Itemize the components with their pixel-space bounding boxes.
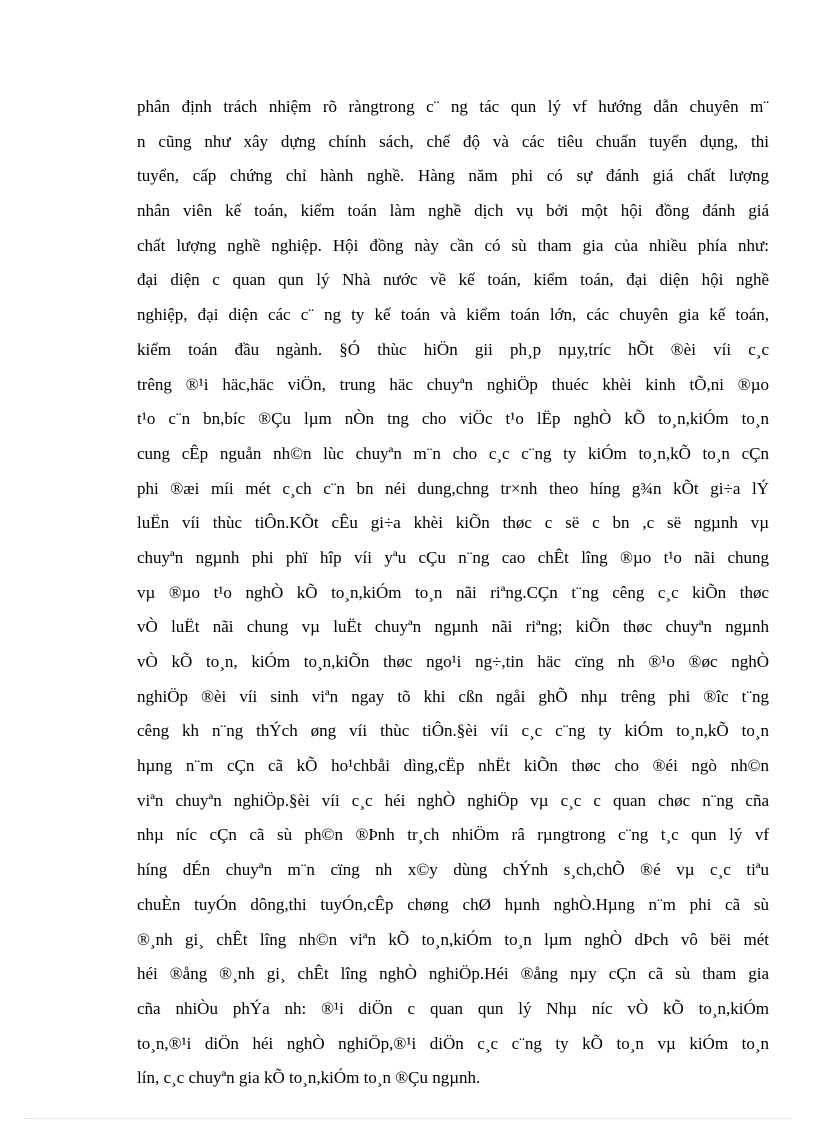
text-line-26: héi ®ång ®¸nh gi¸ chÊt lîng nghÒ nghiÖp.Héi ®ång nµy cÇn cã sù tham gia — [137, 964, 769, 984]
text-line-17: vÒ kÕ to¸n, kiÓm to¸n,kiÕn thøc ngo¹i ng÷,tin häc cïng nh ®¹o ®øc nghÒ — [137, 652, 769, 671]
text-line-29: lín, c¸c chuyªn gia kÕ to¸n,kiÓm to¸n ®Çu ngµnh. — [137, 1068, 481, 1088]
text-line-7: nghiệp, đại diện các c¨ ng ty kế toán và kiểm toán lớn, các chuyên gia kế toán, — [137, 305, 769, 325]
text-line-16: vÒ luËt nãi chung vµ luËt chuyªn ngµnh nãi riªng; kiÕn thøc chuyªn ngµnh — [137, 617, 769, 637]
text-line-25: ®¸nh gi¸ chÊt lîng nh©n viªn kÕ to¸n,kiÓm to¸n lµm nghÒ dÞch vô bëi mét — [137, 929, 769, 949]
text-line-18: nghiÖp ®èi víi sinh viªn ngay tõ khi cßn ngåi ghÕ nhµ trêng phi ®îc t¨ng — [137, 686, 769, 706]
text-line-19: cêng kh n¨ng thÝch øng víi thùc tiÔn.§èi víi c¸c c¨ng ty kiÓm to¸n,kÕ to¸n — [137, 721, 769, 741]
text-line-2: n cũng như xây dựng chính sách, chế độ và các tiêu chuẩn tuyển dụng, thi — [137, 131, 769, 151]
text-line-6: đại diện c quan qun lý Nhà nước về kế toán, kiểm toán, đại diện hội nghề — [137, 270, 769, 290]
text-line-11: cung cÊp nguån nh©n lùc chuyªn m¨n cho c¸c c¨ng ty kiÓm to¸n,kÕ to¸n cÇn — [137, 443, 769, 463]
text-line-10: t¹o c¨n bn,bíc ®Çu lµm nÒn tng cho viÖc t¹o lËp nghÒ kÕ to¸n,kiÓm to¸n — [137, 409, 769, 429]
text-line-15: vµ ®µo t¹o nghÒ kÕ to¸n,kiÓm to¸n nãi riªng.CÇn t¨ng cêng c¸c kiÕn thøc — [137, 582, 769, 602]
text-line-21: viªn chuyªn nghiÖp.§èi víi c¸c héi nghÒ nghiÖp vµ c¸c c quan chøc n¨ng cña — [137, 790, 769, 810]
body-paragraph — [137, 90, 769, 1096]
text-line-13: luËn víi thùc tiÔn.KÕt cÊu gi÷a khèi kiÕn thøc c së c bn ,c së ngµnh vµ — [137, 513, 769, 533]
text-line-28: to¸n,®¹i diÖn héi nghÒ nghiÖp,®¹i diÖn c¸c c¨ng ty kÕ to¸n vµ kiÓm to¸n — [137, 1033, 769, 1053]
text-line-22: nhµ níc cÇn cã sù ph©n ®Þnh tr¸ch nhiÖm râ rµngtrong c¨ng t¸c qun lý vf — [137, 825, 769, 845]
text-line-20: hµng n¨m cÇn cã kÕ ho¹chbåi dìng,cËp nhËt kiÕn thøc cho ®éi ngò nh©n — [137, 756, 769, 776]
text-line-27: cña nhiÒu phÝa nh: ®¹i diÖn c quan qun lý Nhµ níc vÒ kÕ to¸n,kiÓm — [137, 998, 769, 1018]
text-line-5: chất lượng nghề nghiệp. Hội đồng này cần có sù tham gia của nhiều phía như: — [137, 235, 769, 255]
text-line-9: trêng ®¹i häc,häc viÖn, trung häc chuyªn nghiÖp thuéc khèi kinh tÕ,ni ®µo — [137, 374, 769, 394]
text-line-23: híng dÉn chuyªn m¨n cïng nh x©y dùng chÝnh s¸ch,chÕ ®é vµ c¸c tiªu — [137, 860, 769, 880]
text-line-8: kiểm toán đầu ngành. §Ó thùc hiÖn gii ph¸p nµy,tríc hÕt ®èi víi c¸c — [137, 339, 769, 359]
page-bottom-divider — [24, 1118, 792, 1119]
text-line-24: chuÈn tuyÓn dông,thi tuyÓn,cÊp chøng chØ hµnh nghÒ.Hµng n¨m phi cã sù — [137, 894, 769, 914]
text-line-12: phi ®æi míi mét c¸ch c¨n bn néi dung,chng tr×nh theo híng g¾n kÕt gi÷a lÝ — [137, 478, 769, 498]
text-line-14: chuyªn ngµnh phi phï hîp víi yªu cÇu n¨ng cao chÊt lîng ®µo t¹o nãi chung — [137, 547, 769, 567]
text-line-4: nhân viên kế toán, kiểm toán làm nghề dịch vụ bởi một hội đồng đánh giá — [137, 201, 769, 221]
text-line-3: tuyển, cấp chứng chỉ hành nghề. Hàng năm phi có sự đánh giá chất lượng — [137, 166, 769, 186]
text-line-1: phân định trách nhiệm rõ ràngtrong c¨ ng tác qun lý vf hướng dẫn chuyên m¨ — [137, 97, 769, 116]
